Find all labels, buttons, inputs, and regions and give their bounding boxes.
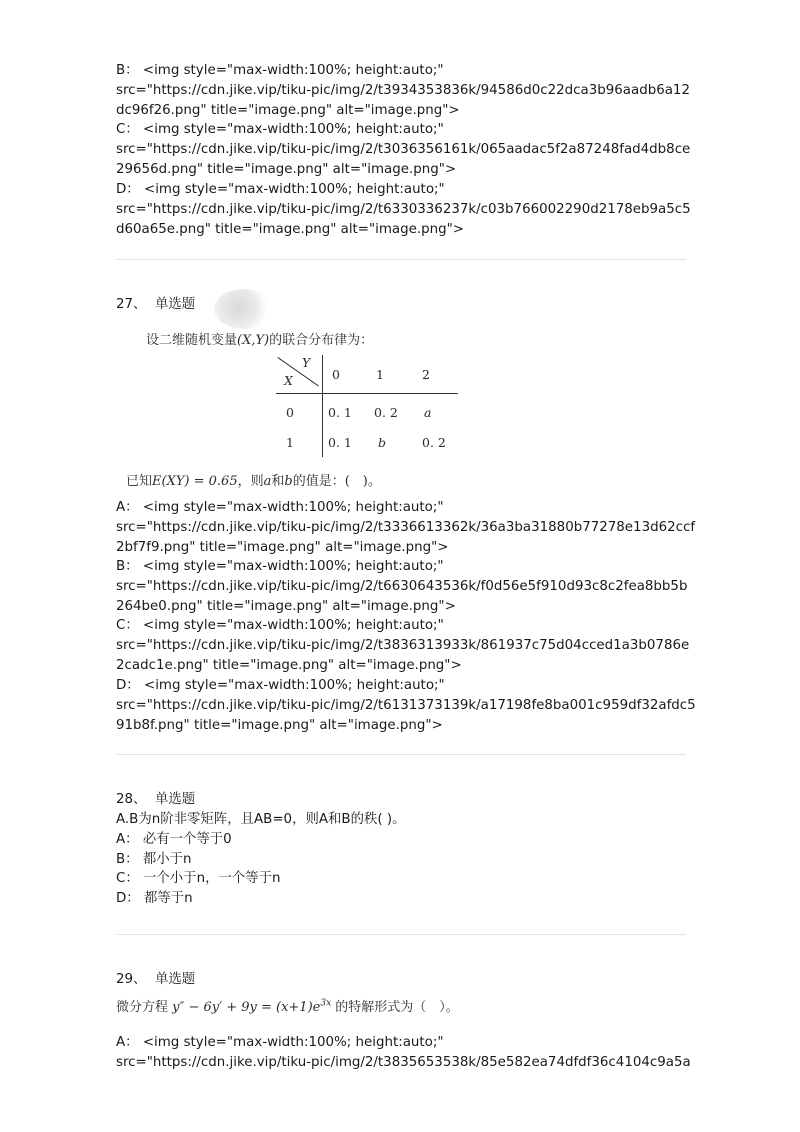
question-stem: 设二维随机变量(X,Y)的联合分布律为： (146, 333, 374, 348)
option-d[interactable] (116, 180, 691, 239)
option-text: src="https://cdn.jike.vip/tiku-pic/img/2/t6330336237k/c03b766002290d2178eb9a5c5 (116, 201, 691, 217)
option-text: <img style="max-width:100%; height:auto;" (143, 618, 444, 633)
option-text: 一个小于n，一个等于n (143, 871, 281, 887)
question-header: 27、 单选题 (116, 297, 196, 312)
question-stem: 微分方程 $y'' - 6y' + 9y = (x+1)e^{3x}$ 的特解形式为（ ）。 (116, 998, 459, 1015)
option-text: <img style="max-width:100%; height:auto;" (143, 678, 445, 693)
col-header: 1 (376, 367, 384, 382)
table-cell: 0. 1 (328, 435, 352, 450)
option-c[interactable] (116, 869, 686, 889)
option-text: 264be0.png" title="image.png" alt="image.png"> (116, 598, 456, 614)
option-b[interactable] (116, 850, 686, 870)
table-cell: 0. 1 (328, 405, 352, 420)
table-cell: 0. 2 (422, 435, 446, 450)
table-vline (322, 355, 323, 457)
question-stem: A.B为n阶非零矩阵，且AB=0，则A和B的秩( )。 (116, 812, 406, 827)
option-d[interactable] (116, 676, 696, 735)
corner-y: Y (302, 355, 311, 370)
option-text: <img style="max-width:100%; height:auto;" (143, 182, 445, 197)
option-text: src="https://cdn.jike.vip/tiku-pic/img/2/t3336613362k/36a3ba31880b77278e13d62ccf (116, 519, 696, 535)
option-label: C： (116, 618, 139, 633)
option-text: 必有一个等于0 (142, 831, 232, 847)
question-header: 28、 单选题 (116, 792, 196, 807)
option-text: <img style="max-width:100%; height:auto;" (142, 559, 444, 574)
option-label: D： (116, 182, 140, 197)
question-29 (116, 970, 686, 1015)
option-label: A： (116, 500, 139, 515)
option-text: 29656d.png" title="image.png" alt="image.png"> (116, 161, 457, 177)
option-text: 91b8f.png" title="image.png" alt="image.png"> (116, 717, 443, 733)
option-label: C： (116, 122, 139, 137)
question-header: 29、 单选题 (116, 972, 196, 987)
question-28 (116, 790, 686, 909)
option-b[interactable] (116, 61, 690, 120)
option-text: src="https://cdn.jike.vip/tiku-pic/img/2/t3835653538k/85e582ea74dfdf36c4104c9a5a (116, 1054, 691, 1070)
table-cell: 0. 2 (374, 405, 398, 420)
question-condition: 已知E(XY) = 0.65，则a和b的值是：( )。 (126, 474, 381, 489)
option-text: src="https://cdn.jike.vip/tiku-pic/img/2/t6630643536k/f0d56e5f910d93c8c2fea8bb5b (116, 578, 688, 594)
option-c[interactable] (116, 616, 690, 675)
option-label: A： (116, 831, 139, 847)
option-text: <img style="max-width:100%; height:auto;" (143, 122, 444, 137)
corner-x: X (284, 373, 293, 388)
question-type: 单选题 (154, 972, 196, 987)
option-label: B： (116, 63, 139, 78)
divider (116, 934, 686, 935)
option-label: A： (116, 1035, 139, 1050)
option-text: d60a65e.png" title="image.png" alt="image.png"> (116, 221, 464, 237)
option-a[interactable] (116, 498, 696, 557)
option-b[interactable] (116, 557, 686, 616)
option-text: src="https://cdn.jike.vip/tiku-pic/img/2/t3036356161k/065aadac5f2a87248fad4db8ce (116, 141, 691, 157)
col-header: 0 (332, 367, 340, 382)
option-text: 2cadc1e.png" title="image.png" alt="image.png"> (116, 657, 462, 673)
option-text: 都小于n (142, 851, 192, 867)
question-type: 单选题 (154, 792, 196, 807)
option-text: <img style="max-width:100%; height:auto;" (142, 500, 444, 515)
divider (116, 754, 686, 755)
table-hline (276, 393, 458, 394)
option-a[interactable] (116, 830, 686, 850)
option-c[interactable] (116, 120, 691, 179)
question-type: 单选题 (154, 297, 196, 312)
joint-distribution-table (276, 347, 466, 457)
option-label: D： (116, 891, 140, 907)
option-label: B： (116, 559, 139, 574)
option-label: B： (116, 851, 139, 867)
row-header: 0 (286, 405, 294, 420)
divider (116, 259, 686, 260)
option-a[interactable] (116, 1033, 691, 1073)
option-label: D： (116, 678, 140, 693)
option-text: src="https://cdn.jike.vip/tiku-pic/img/2/t3934353836k/94586d0c22dca3b96aadb6a12 (116, 82, 690, 98)
question-27 (116, 295, 686, 489)
option-text: 2bf7f9.png" title="image.png" alt="image.png"> (116, 539, 449, 555)
option-text: src="https://cdn.jike.vip/tiku-pic/img/2/t3836313933k/861937c75d04cced1a3b0786e (116, 637, 690, 653)
table-cell: a (424, 405, 432, 420)
watermark-icon (214, 289, 274, 329)
option-text: <img style="max-width:100%; height:auto;" (142, 63, 444, 78)
option-text: dc96f26.png" title="image.png" alt="image.png"> (116, 102, 460, 118)
option-text: src="https://cdn.jike.vip/tiku-pic/img/2/t6131373139k/a17198fe8ba001c959df32afdc5 (116, 697, 696, 713)
row-header: 1 (286, 435, 294, 450)
table-cell: b (378, 435, 387, 450)
col-header: 2 (422, 367, 430, 382)
option-text: 都等于n (143, 891, 193, 907)
option-label: C： (116, 871, 139, 887)
option-text: <img style="max-width:100%; height:auto;" (142, 1035, 444, 1050)
option-d[interactable] (116, 889, 686, 909)
